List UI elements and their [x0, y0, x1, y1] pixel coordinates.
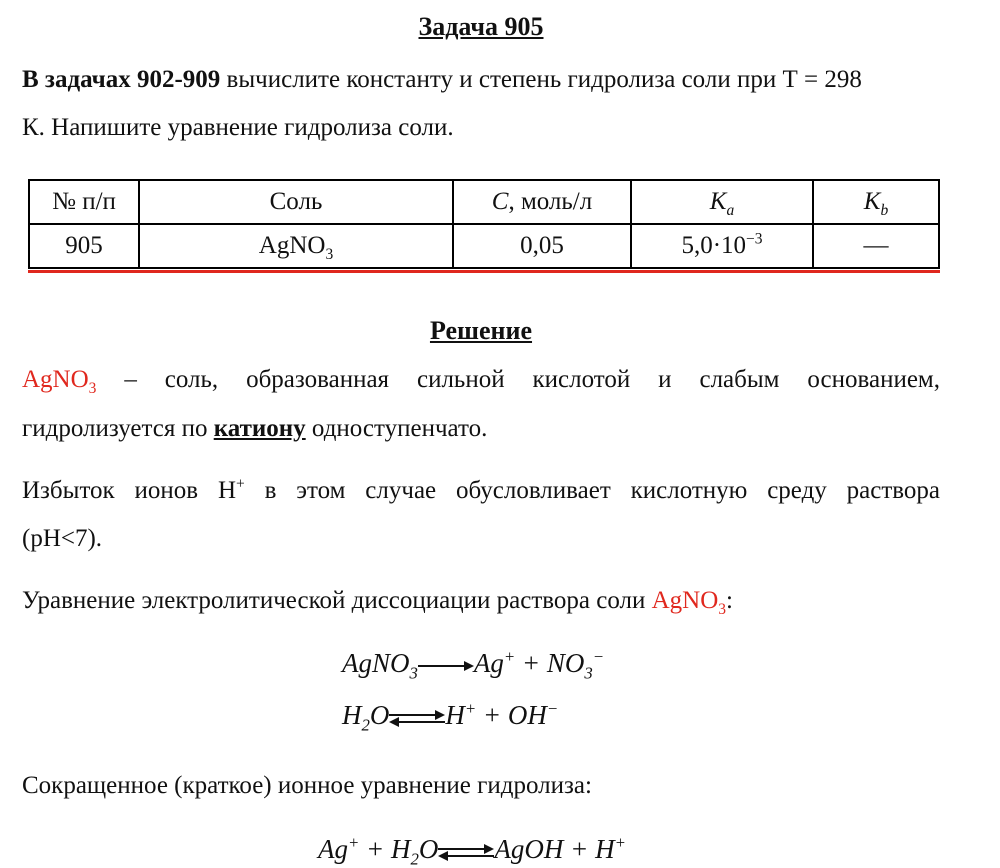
- cation-emphasis: катиону: [213, 415, 306, 442]
- solution-title: Решение: [429, 316, 533, 345]
- equation-dissociation-water: [342, 699, 559, 735]
- eq2-r1: H: [445, 700, 465, 730]
- eq2-left-sub: 2: [361, 715, 370, 735]
- forward-arrow-icon: [418, 661, 474, 671]
- task-table: [28, 179, 940, 269]
- header-ka-var: K: [709, 188, 727, 215]
- cell-num: 905: [29, 224, 139, 268]
- para2-sup: +: [236, 475, 245, 493]
- eq1-r1-sup: +: [503, 647, 516, 666]
- eq1-left-sub: 3: [409, 663, 418, 683]
- para2-line-2: (pH<7).: [22, 525, 103, 552]
- eq1-r2-sup: −: [592, 647, 605, 666]
- eq3-l1-sup: +: [348, 833, 360, 852]
- intro-line-2: К. Напишите уравнение гидролиза соли.: [22, 114, 454, 141]
- intro-line-1: [22, 56, 940, 104]
- eq3-l2-sub: 2: [410, 849, 419, 868]
- eq2-r2-sup: −: [546, 699, 559, 718]
- reversible-arrow-icon: [438, 845, 494, 859]
- para2-line-1: [22, 467, 940, 515]
- eq1-r1: Ag: [473, 648, 504, 678]
- eq2-r1-sup: +: [464, 699, 477, 718]
- para1-salt-formula: AgNO: [22, 366, 89, 393]
- cell-concentration: 0,05: [453, 224, 631, 268]
- para1-line-1: [22, 356, 940, 404]
- eq3-l1: Ag: [318, 834, 348, 864]
- eq2-left-o: O: [369, 700, 390, 730]
- para1-salt: [22, 366, 97, 397]
- eq1-r2-sub: 3: [584, 663, 593, 683]
- intro-bold: В задачах 902-909: [22, 66, 221, 93]
- table-header-row: [29, 180, 939, 224]
- cell-ka-exp: −3: [746, 230, 763, 248]
- header-kb: [813, 180, 939, 224]
- eq1-plus: +: [515, 648, 547, 678]
- task-title: Задача 905: [418, 12, 544, 41]
- header-ka-sub: a: [726, 202, 735, 219]
- header-kb-var: K: [863, 188, 881, 215]
- table-red-underline: [28, 270, 940, 273]
- intro-line1-text: вычислите константу и степень гидролиза соли при Т = 298: [220, 66, 862, 93]
- cell-salt-formula: AgNO: [258, 232, 326, 259]
- para4-line: Сокращенное (краткое) ионное уравнение гидролиза:: [22, 772, 592, 799]
- para2-post: в этом случае обусловливает кислотную среду раствора: [244, 477, 940, 504]
- eq3-l2: H: [391, 834, 411, 864]
- equation-dissociation-salt: [342, 647, 605, 683]
- eq3-plus2: +: [563, 834, 596, 864]
- header-num: № п/п: [29, 180, 139, 224]
- eq2-plus: +: [476, 700, 508, 730]
- eq3-r2-sup: +: [614, 833, 626, 852]
- para3-salt-formula: AgNO: [651, 587, 719, 614]
- para1-line2-post: одноступенчато.: [305, 415, 488, 442]
- eq2-r2: OH: [507, 700, 547, 730]
- reversible-arrow-icon: [389, 711, 445, 725]
- eq1-r2: NO: [546, 648, 585, 678]
- para1-line-2: [22, 405, 940, 453]
- para2-pre: Избыток ионов H: [22, 477, 237, 504]
- table-row: [29, 224, 939, 268]
- cell-salt: [139, 224, 453, 268]
- header-kb-sub: b: [880, 202, 889, 219]
- cell-salt-sub: 3: [325, 246, 334, 263]
- para3-line: [22, 577, 940, 625]
- eq3-r1: AgOH: [494, 834, 564, 864]
- para3-salt-sub: 3: [718, 601, 727, 618]
- cell-ka-mantissa: 5,0·10: [681, 232, 747, 259]
- header-concentration: [453, 180, 631, 224]
- cell-ka: [631, 224, 813, 268]
- eq3-l2-o: O: [418, 834, 439, 864]
- eq2-left: H: [342, 700, 362, 730]
- eq3-r2: H: [595, 834, 615, 864]
- para3-colon: :: [726, 587, 733, 614]
- header-c-var: C: [491, 188, 509, 215]
- para1-line2-pre: гидролизуется по: [22, 415, 214, 442]
- eq3-plus1: +: [359, 834, 392, 864]
- header-ka: [631, 180, 813, 224]
- header-c-unit: , моль/л: [508, 188, 593, 215]
- header-salt: Соль: [139, 180, 453, 224]
- para1-line1-text: – соль, образованная сильной кислотой и слабым основанием,: [96, 366, 940, 393]
- equation-hydrolysis-ionic: [318, 833, 626, 868]
- para1-salt-sub: 3: [88, 380, 97, 397]
- para3-text: Уравнение электролитической диссоциации раствора соли: [22, 587, 652, 614]
- eq1-left: AgNO: [342, 648, 410, 678]
- para3-salt: [651, 587, 727, 618]
- cell-kb: —: [813, 224, 939, 268]
